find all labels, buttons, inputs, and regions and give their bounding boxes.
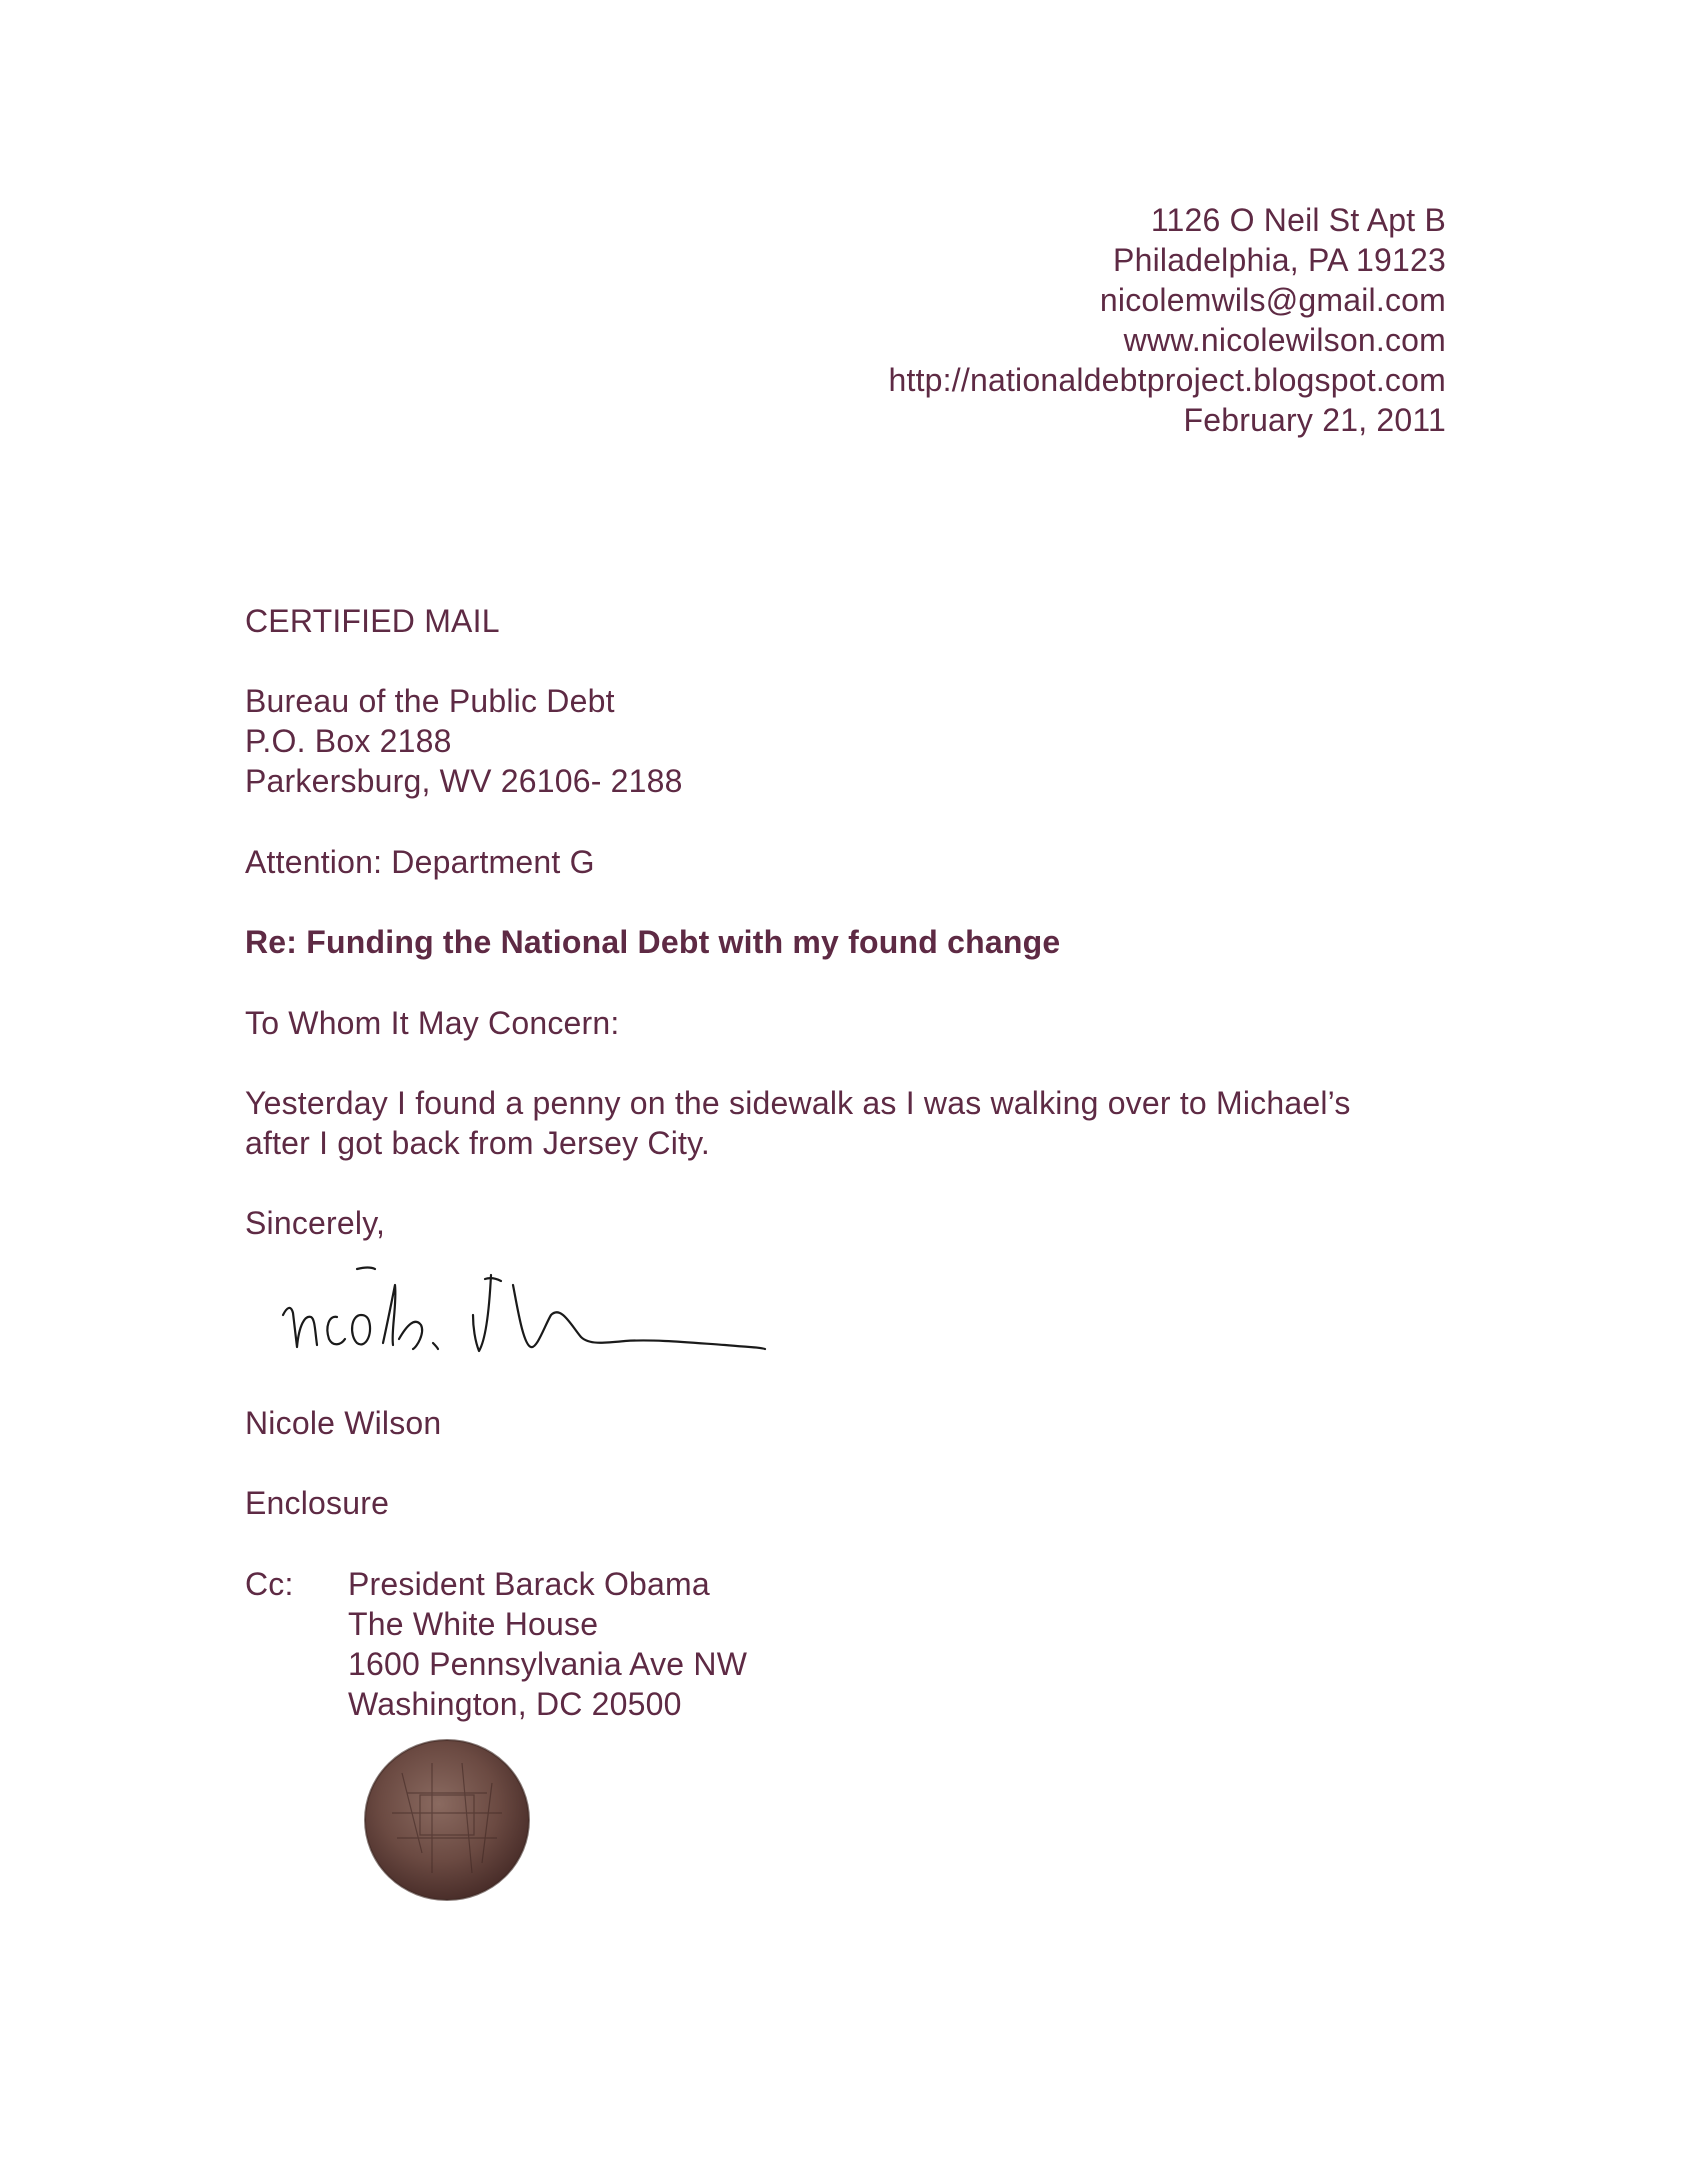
sender-city-state-zip: Philadelphia, PA 19123 [1113, 242, 1446, 278]
attention-line: Attention: Department G [245, 844, 595, 880]
enclosure-note: Enclosure [245, 1485, 390, 1521]
recipient-address-block [245, 681, 683, 801]
penny-image [362, 1733, 532, 1903]
sender-blog: http://nationaldebtproject.blogspot.com [888, 362, 1446, 398]
sender-address-block [889, 200, 1447, 440]
letter-body [245, 1083, 1351, 1163]
cc-org: The White House [348, 1606, 599, 1642]
closing: Sincerely, [245, 1205, 386, 1241]
recipient-city-state-zip: Parkersburg, WV 26106- 2188 [245, 763, 683, 799]
signer-name: Nicole Wilson [245, 1405, 442, 1441]
sender-website: www.nicolewilson.com [1123, 322, 1446, 358]
cc-city-state-zip: Washington, DC 20500 [348, 1686, 682, 1722]
cc-name: President Barack Obama [348, 1566, 710, 1602]
mail-type: CERTIFIED MAIL [245, 603, 500, 639]
body-line-1: Yesterday I found a penny on the sidewalk as I was walking over to Michael’s [245, 1085, 1351, 1121]
sender-street: 1126 O Neil St Apt B [1150, 202, 1446, 238]
recipient-po-box: P.O. Box 2188 [245, 723, 452, 759]
salutation: To Whom It May Concern: [245, 1005, 620, 1041]
letter-date: February 21, 2011 [1183, 402, 1446, 438]
sender-email: nicolemwils@gmail.com [1099, 282, 1446, 318]
recipient-name: Bureau of the Public Debt [245, 683, 615, 719]
cc-street: 1600 Pennsylvania Ave NW [348, 1646, 748, 1682]
body-line-2: after I got back from Jersey City. [245, 1125, 711, 1161]
subject-line: Re: Funding the National Debt with my found change [245, 924, 1061, 960]
handwritten-signature [275, 1255, 815, 1375]
cc-address-block [348, 1564, 747, 1724]
cc-label: Cc: [245, 1566, 294, 1602]
